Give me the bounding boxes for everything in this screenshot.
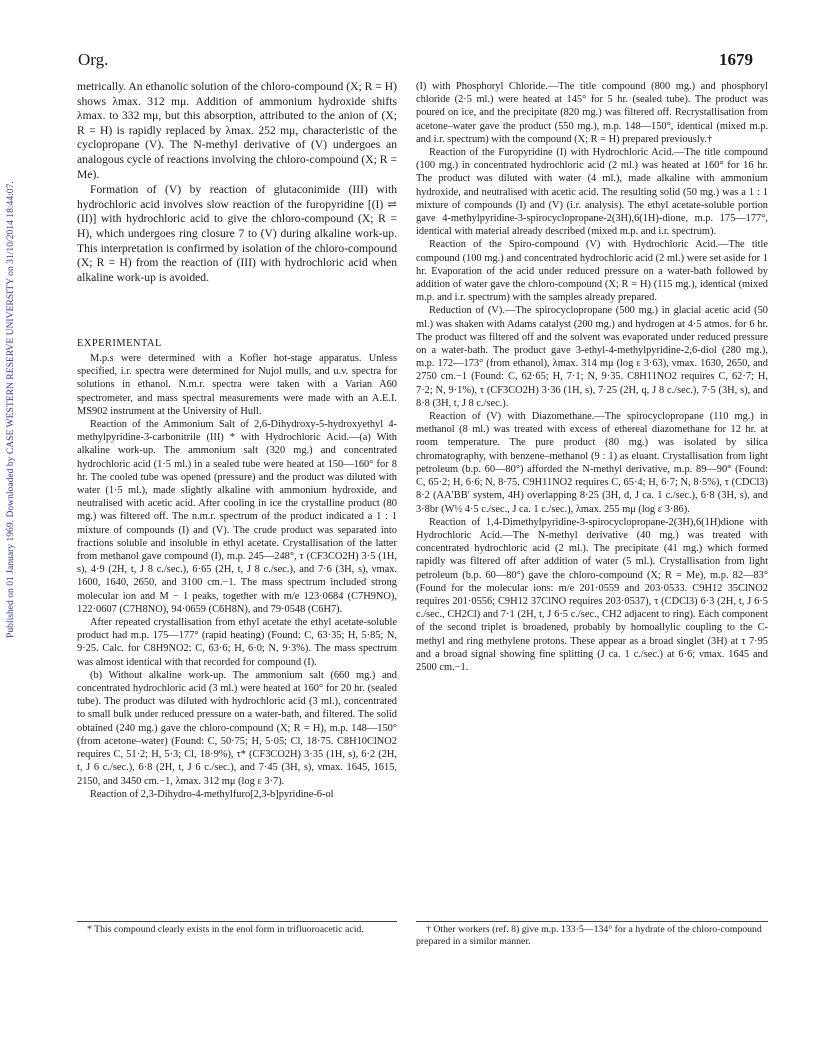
paragraph: (I) with Phosphoryl Chloride.—The title compound (800 mg.) and phosphoryl chloride (2·5 ml.) were heated at 145° for 5 hr. (sealed tube). The product was poured on ice, and the precipitate (820 mg.) was filtered off. Recrystallisation from acetone–water gave the product (550 mg.), m.p. 148—150°, identical (mixed m.p. and i.r. spectrum) with the compound (X; R = H) prepared previously.† [416, 81, 768, 145]
footnote-divider [416, 921, 768, 922]
paragraph: Reaction of (V) with Diazomethane.—The spirocyclopropane (110 mg.) in methanol (8 ml.) was treated with excess of ethereal diazomethane for 12 hr. at room temperature. The pure product (80 mg.) was isolated by silica chromatography, with benzene–methanol (9 : 1) as eluant. Crystallisation from light petroleum (b.p. 60—80°) afforded the N-methyl derivative, m.p. 89—90° (Found: C, 65·2; H, 6·6; N, 8·75. C9H11NO2 requires C, 65·4; H, 6·7; N, 8·5%), τ (CDCl3) 8·2 (AA′BB′ system, 4H) overlapping 8·25 (3H, d, J ca. 1 c./sec.), 6·8 (3H, s), and 3·8br (W½ 4·5 c./sec., J ca. 1 c./sec.), λmax. 255 mμ (log ε 3·86). [416, 411, 768, 515]
paragraph: Reaction of 2,3-Dihydro-4-methylfuro[2,3-b]pyridine-6-ol [90, 788, 334, 800]
paragraph: After repeated crystallisation from ethyl acetate the ethyl acetate-soluble product had m.p. 175—177° (rapid heating) (Found: C, 63·35; H, 5·85; N, 9·25. Calc. for C8H9NO2: C, 63·6; H, 6·0; N, 9·3%). The mass spectrum was almost identical with that recorded for compound (I). [77, 617, 397, 668]
paragraph: Reaction of the Spiro-compound (V) with Hydrochloric Acid.—The title compound (100 mg.) and concentrated hydrochloric acid (2 ml.) were set aside for 1 hr. Evaporation of the acid under reduced pressure on a water-bath followed by addition of water gave the chloro-compound (X; R = H) (115 mg.), identical (mixed m.p. and i.r. spectrum) with the samples already prepared. [416, 239, 768, 304]
paragraph: Formation of (V) by reaction of glutaconimide (III) with hydrochloric acid involves slow reaction of the furopyridine [(I) ⇌ (II)] with hydrochloric acid to give the chloro-compound (X; R = H), which undergoes ring closure 7 to (V) during alkaline work-up. This interpretation is confirmed by isolation of the chloro-compound (X; R = H) from the reaction of (III) with hydrochloric acid when alkaline work-up is avoided. [77, 183, 397, 284]
page-number: 1679 [719, 50, 753, 69]
footnote-text: † Other workers (ref. 8) give m.p. 133·5—134° for a hydrate of the chloro-compound prepared in a similar manner. [416, 924, 762, 948]
paragraph: Reaction of the Furopyridine (I) with Hydrochloric Acid.—The title compound (100 mg.) in concentrated hydrochloric acid (2 ml.) was heated at 160° for 16 hr. The product was diluted with water (4 ml.), made alkaline with ammonium hydroxide, and neutralised with acetic acid. The resulting solid (50 mg.) was a 1 : 1 mixture of compounds (I) and (V) (i.r. analysis). The ethyl acetate-soluble portion gave 4-methylpyridine-3-spirocyclopropane-2(3H),6(1H)-dione, m.p. 175—177°, identical with material already described (mixed m.p. and i.r. spectrum). [416, 147, 768, 238]
footnote-divider [77, 921, 397, 922]
download-watermark: Published on 01 January 1969. Downloaded by CASE WESTERN RESERVE UNIVERSITY on 31/10/2014 18:44:07. [5, 181, 16, 639]
paragraph: M.p.s were determined with a Kofler hot-stage apparatus. Unless specified, i.r. spectra were determined for Nujol mulls, and u.v. spectra for solutions in ethanol. N.m.r. spectra were taken with a Varian A60 spectrometer, and mass spectral measurements were made with an A.E.I. MS902 instrument at the University of Hull. [77, 353, 397, 417]
footnote-left [77, 924, 397, 936]
left-column [77, 352, 397, 801]
paragraph: metrically. An ethanolic solution of the chloro-compound (X; R = H) shows λmax. 312 mμ. Addition of ammonium hydroxide shifts λmax. to 332 mμ, but this absorption, attributed to the anion of (X; R = H) is rapidly replaced by λmax. 252 mμ, characteristic of the cyclopropane (V). The N-methyl derivative of (V) undergoes an analogous cycle of reactions involving the chloro-compound (X; R = Me). [77, 80, 397, 181]
paragraph: Reaction of the Ammonium Salt of 2,6-Dihydroxy-5-hydroxyethyl 4-methylpyridine-3-carbonitrile (III) * with Hydrochloric Acid.—(a) With alkaline work-up. The ammonium salt (320 mg.) and concentrated hydrochloric acid (1·5 ml.) in a sealed tube were heated at 150—160° for 8 hr. The cooled tube was opened (pressure) and the product was diluted with water (1·5 ml.), made slightly alkaline with ammonium hydroxide, and neutralised with acetic acid. After cooling in ice the crystalline product (80 mg.) was filtered off. The n.m.r. spectrum of the product indicated a 1 : 1 mixture of compounds (I) and (V). The crude product was separated into fractions soluble and insoluble in ethyl acetate. Crystallisation of the latter from methanol gave compound (I), m.p. 245—248°, τ (CF3CO2H) 3·5 (1H, s), 4·9 (2H, t, J 8 c./sec.), 6·65 (2H, t, J 8 c./sec.), and 7·6 (3H, s), νmax. 1600, 1640, 2650, and 3100 cm.−1. The mass spectrum included strong molecular ion and M − 1 peaks, together with m/e 123·0684 (C7H9NO), 122·0607 (C7H8NO), 94·0659 (C6H8N), and 79·0548 (C6H7). [77, 419, 397, 615]
paragraph: (b) Without alkaline work-up. The ammonium salt (660 mg.) and concentrated hydrochloric acid (3 ml.) were heated at 160° for 20 hr. (sealed tube). The product was diluted with hydrochloric acid (3 ml.), concentrated to small bulk under reduced pressure on a water-bath, and filtered. The solid obtained (240 mg.) gave the chloro-compound (X; R = H), m.p. 148—150° (from acetone–water) (Found: C, 50·75; H, 5·05; Cl, 18·75. C8H10ClNO2 requires C, 51·2; H, 5·3; Cl, 18·9%), τ* (CF3CO2H) 3·35 (1H, s), 6·2 (2H, t, J 6 c./sec.), 6·8 (2H, t, J 6 c./sec.), and 7·45 (3H, s), νmax. 1645, 1615, 2150, and 3450 cm.−1, λmax. 312 mμ (log ε 3·7). [77, 669, 397, 787]
footnote-text: * This compound clearly exists in the enol form in trifluoroacetic acid. [87, 924, 364, 935]
footnote-right [416, 924, 768, 949]
section-heading: EXPERIMENTAL [77, 338, 162, 349]
paragraph: Reduction of (V).—The spirocyclopropane (500 mg.) in glacial acetic acid (50 ml.) was shaken with Adams catalyst (200 mg.) and hydrogen at 4·5 atmos. for 6 hr. The product was filtered off and the solvent was evaporated under reduced pressure on a water-bath. The product gave 3-ethyl-4-methylpyridine-2,6-diol (280 mg.), m.p. 172—173° (from ethanol), λmax. 314 mμ (log ε 3·63), νmax. 1630, 2650, and 2750 cm.−1 (Found: C, 62·65; H, 7·1; N, 9·35. C8H11NO2 requires C, 62·7; H, 7·2; N, 9·1%), τ (CF3CO2H) 3·36 (1H, s), 7·25 (2H, q, J 8 c./sec.), 7·5 (3H, s), and 8·8 (3H, t, J 8 c./sec.). [416, 305, 768, 409]
journal-header: Org. [78, 50, 109, 69]
paragraph: Reaction of 1,4-Dimethylpyridine-3-spirocyclopropane-2(3H),6(1H)dione with Hydrochloric Acid.—The N-methyl derivative (40 mg.) was treated with concentrated hydrochloric acid (2 ml.). The precipitate (41 mg.) which formed rapidly was filtered off after addition of water (5 ml.). Crystallisation from light petroleum (b.p. 60—80°) gave the chloro-compound (X; R = Me), m.p. 82—83° (Found for the molecular ions: m/e 201·0559 and 203·0533. C9H12 35ClNO2 requires 201·0556; C9H12 37ClNO requires 203·0537), τ (CDCl3) 6·3 (2H, t, J 6·5 c./sec., CH2Cl) and 7·1 (2H, t, J 6·5 c./sec., CH2 adjacent to ring). Each component of the second triplet is broadened, probably by homoallylic coupling to the C-methyl and ring methylene protons. These appear as a broad singlet (3H) at τ 7·95 and a broad signal showing fine splitting (J ca. 1 c./sec.) at 6·6; νmax. 1645 and 2500 cm.−1. [416, 516, 768, 673]
left-column-lead [77, 80, 397, 285]
right-column [416, 80, 768, 674]
